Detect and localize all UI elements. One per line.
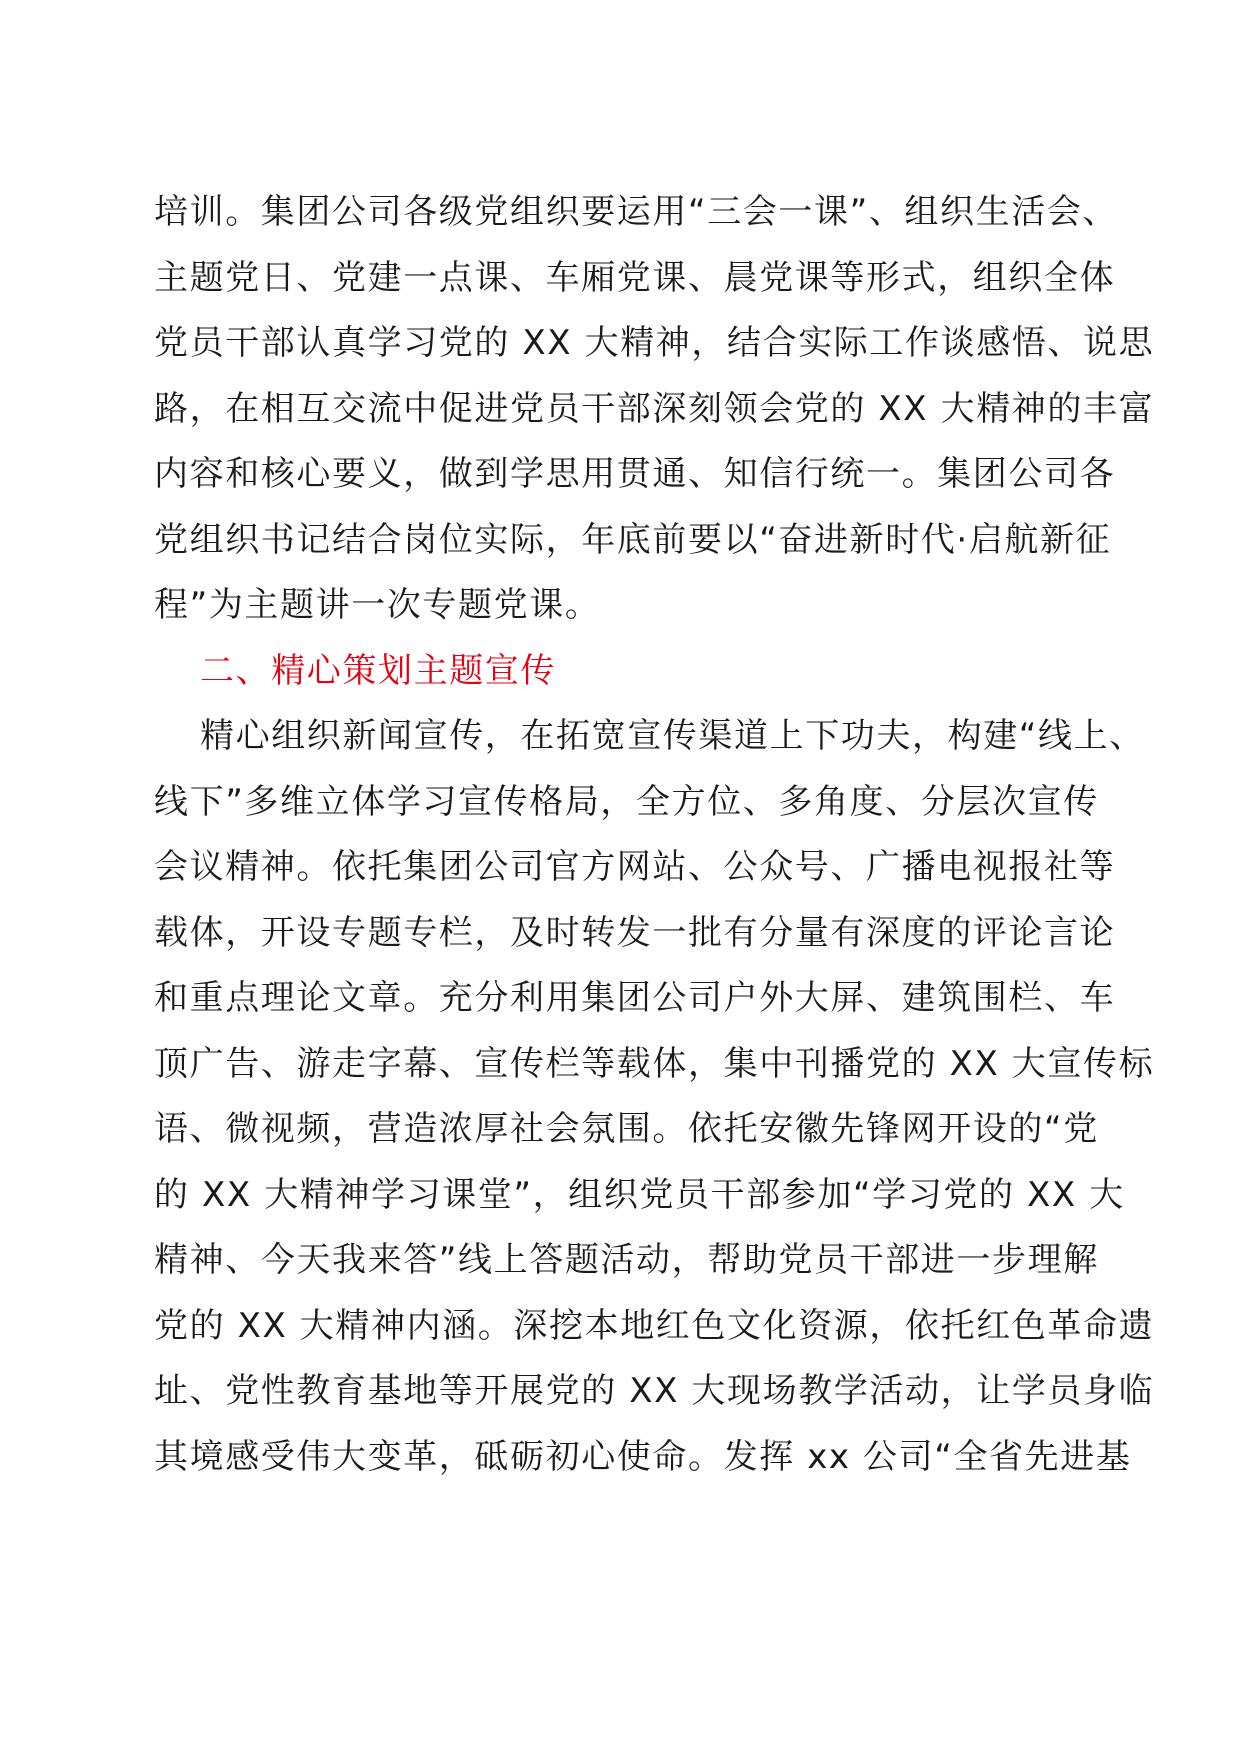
paragraph-line: 语、微视频，营造浓厚社会氛围。依托安徽先锋网开设的“党 (154, 1109, 1099, 1149)
paragraph-line: 党员干部认真学习党的 XX 大精神，结合实际工作谈感悟、说思 (154, 323, 1155, 363)
paragraph-line: 和重点理论文章。充分利用集团公司户外大屏、建筑围栏、车 (154, 978, 1116, 1018)
paragraph-line: 党组织书记结合岗位实际，年底前要以“奋进新时代·启航新征 (154, 519, 1112, 560)
paragraph-training (154, 180, 1155, 639)
paragraph-line: 内容和核心要义，做到学思用贯通、知信行统一。集团公司各 (154, 454, 1116, 494)
paragraph-line: 其境感受伟大变革，砥砺初心使命。发挥 xx 公司“全省先进基 (154, 1436, 1132, 1477)
paragraph-line: 址、党性教育基地等开展党的 XX 大现场教学活动，让学员身临 (154, 1371, 1155, 1411)
paragraph-line: 路，在相互交流中促进党员干部深刻领会党的 XX 大精神的丰富 (154, 388, 1155, 429)
paragraph-publicity (154, 704, 1155, 1490)
paragraph-line: 精心组织新闻宣传，在拓宽宣传渠道上下功夫，构建“线上、 (200, 716, 1145, 756)
paragraph-line: 会议精神。依托集团公司官方网站、公众号、广播电视报社等 (154, 847, 1116, 887)
paragraph-line: 程”为主题讲一次专题党课。 (154, 585, 601, 625)
paragraph-line: 的 XX 大精神学习课堂”，组织党员干部参加“学习党的 XX 大 (154, 1174, 1125, 1215)
paragraph-line: 党的 XX 大精神内涵。深挖本地红色文化资源，依托红色革命遗 (154, 1305, 1155, 1346)
paragraph-line: 培训。集团公司各级党组织要运用“三会一课”、组织生活会、 (154, 192, 1119, 232)
paragraph-line: 精神、今天我来答”线上答题活动，帮助党员干部进一步理解 (154, 1240, 1099, 1280)
paragraph-line: 顶广告、游走字幕、宣传栏等载体，集中刊播党的 XX 大宣传标 (154, 1043, 1155, 1084)
paragraph-line: 载体，开设专题专栏，及时转发一批有分量有深度的评论言论 (154, 912, 1116, 953)
document-body (154, 180, 1155, 1490)
paragraph-line: 主题党日、党建一点课、车厢党课、晨党课等形式，组织全体 (154, 257, 1116, 298)
section-heading: 二、精心策划主题宣传 (200, 650, 556, 691)
paragraph-line: 线下”多维立体学习宣传格局，全方位、多角度、分层次宣传 (154, 781, 1099, 822)
